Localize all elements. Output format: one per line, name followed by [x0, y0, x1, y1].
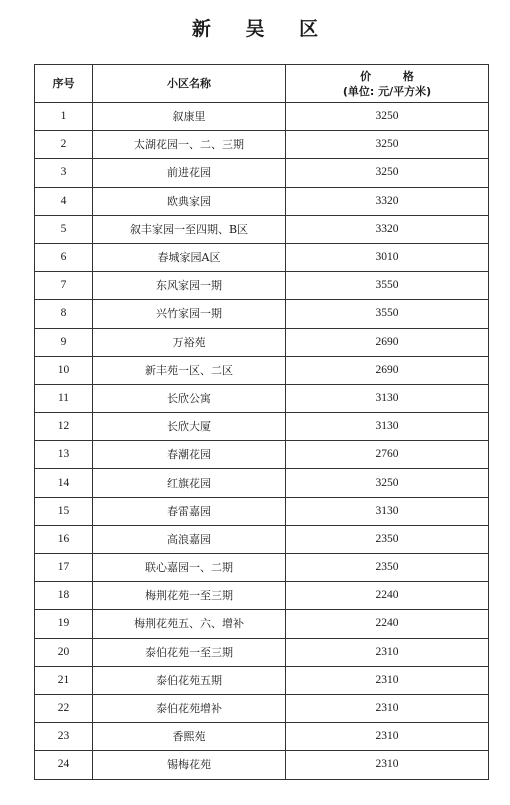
- table-row: [35, 582, 489, 610]
- table-row: [35, 300, 489, 328]
- row-price-cell: 3250: [286, 159, 489, 187]
- row-price-cell: 2760: [286, 441, 489, 469]
- table-row: [35, 131, 489, 159]
- row-seq-cell: 6: [35, 243, 93, 271]
- row-seq-cell: 13: [35, 441, 93, 469]
- row-price-cell: 3550: [286, 300, 489, 328]
- table-row: [35, 272, 489, 300]
- table-row: [35, 159, 489, 187]
- row-name-cell: 梅荆花苑一至三期: [93, 582, 286, 610]
- row-seq-cell: 3: [35, 159, 93, 187]
- row-name-cell: 泰伯花苑五期: [93, 666, 286, 694]
- table-row: [35, 187, 489, 215]
- row-seq-cell: 4: [35, 187, 93, 215]
- header-price-title: 价 格: [360, 69, 428, 83]
- row-seq-cell: 18: [35, 582, 93, 610]
- row-name-cell: 东风家园一期: [93, 272, 286, 300]
- row-price-cell: 2690: [286, 356, 489, 384]
- row-seq-cell: 15: [35, 497, 93, 525]
- row-price-cell: 3320: [286, 187, 489, 215]
- table-row: [35, 328, 489, 356]
- row-seq-cell: 20: [35, 638, 93, 666]
- row-price-cell: 2310: [286, 723, 489, 751]
- row-name-cell: 长欣大厦: [93, 413, 286, 441]
- row-price-cell: 2690: [286, 328, 489, 356]
- row-seq-cell: 22: [35, 694, 93, 722]
- header-seq: 序号: [35, 65, 93, 103]
- row-seq-cell: 12: [35, 413, 93, 441]
- row-seq-cell: 17: [35, 554, 93, 582]
- table-row: [35, 666, 489, 694]
- row-name-cell: 春城家园A区: [93, 243, 286, 271]
- row-name-cell: 兴竹家园一期: [93, 300, 286, 328]
- row-seq-cell: 7: [35, 272, 93, 300]
- row-seq-cell: 21: [35, 666, 93, 694]
- table-row: [35, 469, 489, 497]
- table-row: [35, 356, 489, 384]
- table-row: [35, 103, 489, 131]
- price-table: [34, 64, 489, 780]
- header-name: 小区名称: [93, 65, 286, 103]
- row-name-cell: 红旗花园: [93, 469, 286, 497]
- table-body: [35, 103, 489, 780]
- row-seq-cell: 8: [35, 300, 93, 328]
- table-header-row: [35, 65, 489, 103]
- row-seq-cell: 5: [35, 215, 93, 243]
- page-title: 新 吴 区: [191, 18, 333, 40]
- row-name-cell: 新丰苑一区、二区: [93, 356, 286, 384]
- row-name-cell: 锡梅花苑: [93, 751, 286, 779]
- row-price-cell: 3250: [286, 103, 489, 131]
- table-row: [35, 384, 489, 412]
- row-price-cell: 2350: [286, 525, 489, 553]
- table-row: [35, 413, 489, 441]
- row-seq-cell: 24: [35, 751, 93, 779]
- row-price-cell: 3010: [286, 243, 489, 271]
- row-name-cell: 泰伯花苑一至三期: [93, 638, 286, 666]
- table-row: [35, 243, 489, 271]
- row-price-cell: 2310: [286, 666, 489, 694]
- row-name-cell: 联心嘉园一、二期: [93, 554, 286, 582]
- row-seq-cell: 9: [35, 328, 93, 356]
- row-price-cell: 2310: [286, 638, 489, 666]
- table-row: [35, 497, 489, 525]
- table-row: [35, 694, 489, 722]
- row-price-cell: 3320: [286, 215, 489, 243]
- header-price-unit: (单位: 元/平方米): [342, 84, 432, 98]
- row-price-cell: 2350: [286, 554, 489, 582]
- row-name-cell: 太湖花园一、二、三期: [93, 131, 286, 159]
- row-price-cell: 2240: [286, 582, 489, 610]
- table-row: [35, 610, 489, 638]
- table-row: [35, 751, 489, 779]
- row-price-cell: 3130: [286, 413, 489, 441]
- row-name-cell: 春潮花园: [93, 441, 286, 469]
- row-seq-cell: 2: [35, 131, 93, 159]
- table-row: [35, 554, 489, 582]
- row-name-cell: 梅荆花苑五、六、增补: [93, 610, 286, 638]
- row-name-cell: 长欣公寓: [93, 384, 286, 412]
- row-name-cell: 叙康里: [93, 103, 286, 131]
- row-name-cell: 香熙苑: [93, 723, 286, 751]
- table-row: [35, 638, 489, 666]
- row-seq-cell: 16: [35, 525, 93, 553]
- table-row: [35, 525, 489, 553]
- row-price-cell: 3550: [286, 272, 489, 300]
- row-price-cell: 2240: [286, 610, 489, 638]
- row-seq-cell: 1: [35, 103, 93, 131]
- row-seq-cell: 11: [35, 384, 93, 412]
- row-name-cell: 叙丰家园一至四期、B区: [93, 215, 286, 243]
- row-seq-cell: 19: [35, 610, 93, 638]
- row-seq-cell: 14: [35, 469, 93, 497]
- row-name-cell: 欧典家园: [93, 187, 286, 215]
- row-price-cell: 3130: [286, 384, 489, 412]
- row-name-cell: 万裕苑: [93, 328, 286, 356]
- header-price: [286, 65, 489, 103]
- row-name-cell: 泰伯花苑增补: [93, 694, 286, 722]
- table-row: [35, 723, 489, 751]
- row-name-cell: 春雷嘉园: [93, 497, 286, 525]
- row-price-cell: 3130: [286, 497, 489, 525]
- row-price-cell: 3250: [286, 469, 489, 497]
- row-price-cell: 2310: [286, 751, 489, 779]
- row-seq-cell: 23: [35, 723, 93, 751]
- table-row: [35, 215, 489, 243]
- table-row: [35, 441, 489, 469]
- row-name-cell: 前进花园: [93, 159, 286, 187]
- row-seq-cell: 10: [35, 356, 93, 384]
- row-name-cell: 高浪嘉园: [93, 525, 286, 553]
- row-price-cell: 2310: [286, 694, 489, 722]
- row-price-cell: 3250: [286, 131, 489, 159]
